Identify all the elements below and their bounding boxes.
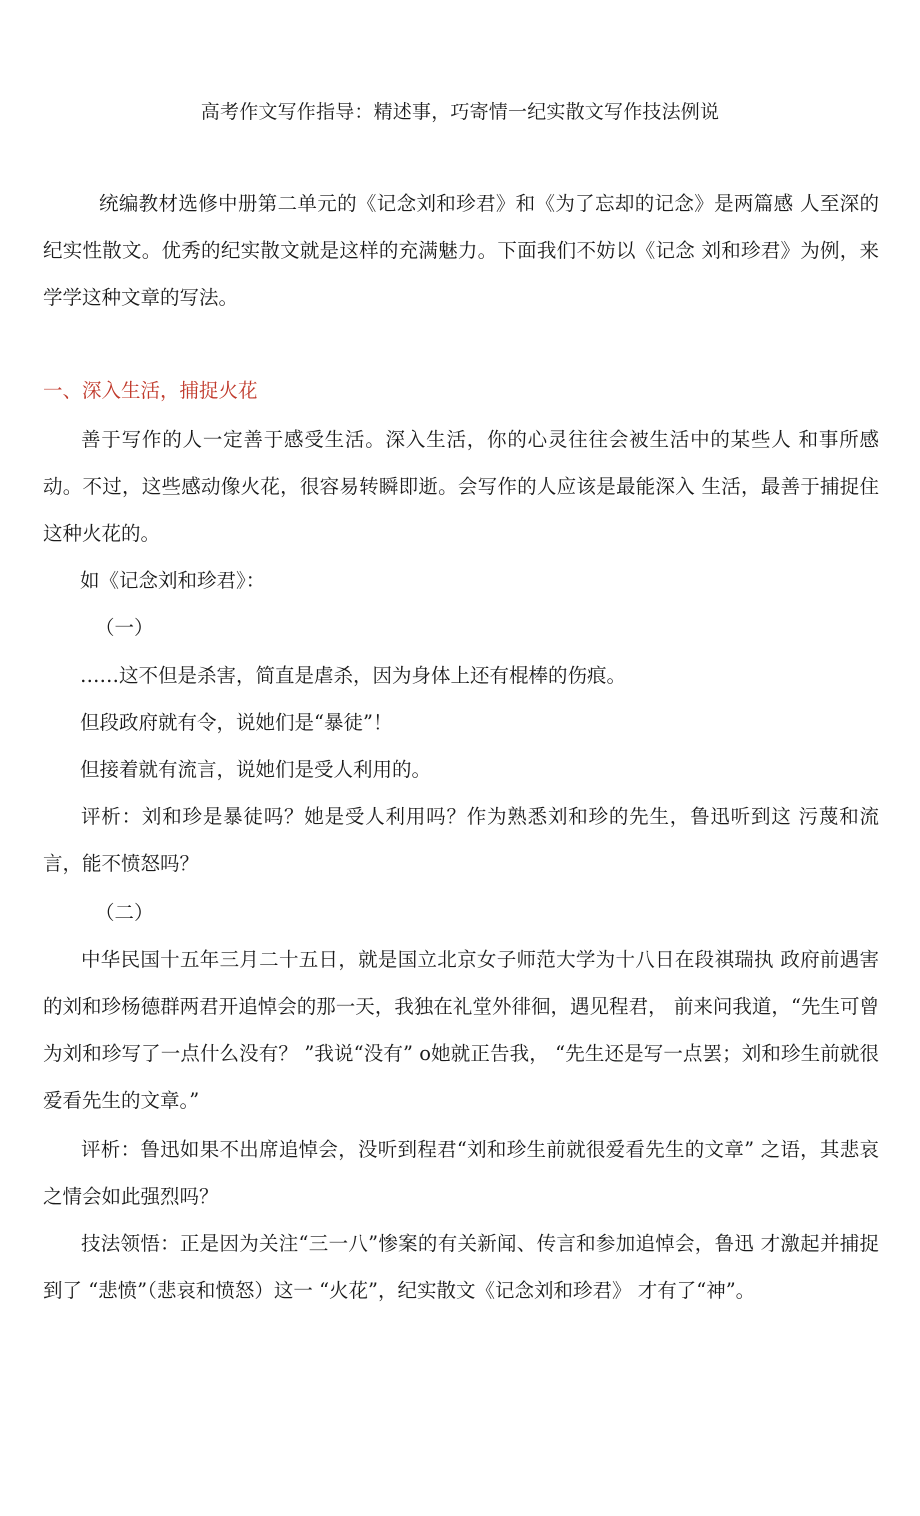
comment-paragraph: 评析：刘和珍是暴徒吗？她是受人利用吗？作为熟悉刘和珍的先生，鲁迅听到这 污蔑和流言，能不愤怒吗？ <box>43 805 879 875</box>
technique-paragraph: 技法领悟：正是因为关注“三一八”惨案的有关新闻、传言和参加追悼会，鲁迅 才激起并捕捉到了 “悲愤”（悲哀和愤怒）这一 “火花”，纪实散文《记念刘和珍君》 才有了“神”。 <box>43 1232 879 1302</box>
section-heading: 一、深入生活，捕捉火花 <box>43 379 258 402</box>
document-title: 高考作文写作指导：精述事，巧寄情一纪实散文写作技法例说 <box>200 101 720 123</box>
example-intro: 如《记念刘和珍君》： <box>80 569 266 592</box>
example-marker-two: （二） <box>95 901 154 924</box>
intro-paragraph: 统编教材选修中册第二单元的《记念刘和珍君》和《为了忘却的记念》是两篇感 人至深的纪实性散文。优秀的纪实散文就是这样的充满魅力。下面我们不妨以《记念 刘和珍君》为例，来学学这种文章的写法。 <box>43 192 879 309</box>
example-marker-one: （一） <box>95 616 154 639</box>
comment-paragraph: 评析：鲁迅如果不出席追悼会，没听到程君“刘和珍生前就很爱看先生的文章” 之语，其悲哀之情会如此强烈吗？ <box>43 1138 879 1208</box>
section-paragraph: 善于写作的人一定善于感受生活。深入生活，你的心灵往往会被生活中的某些人 和事所感动。不过，这些感动像火花，很容易转瞬即逝。会写作的人应该是最能深入 生活，最善于捕捉住这种火花的。 <box>43 428 879 545</box>
quote-line: ……这不但是杀害，简直是虐杀，因为身体上还有棍棒的伤痕。 <box>80 664 627 687</box>
quote-line: 但接着就有流言，说她们是受人利用的。 <box>80 758 432 781</box>
quote-paragraph: 中华民国十五年三月二十五日，就是国立北京女子师范大学为十八日在段祺瑞执 政府前遇害的刘和珍杨德群两君开追悼会的那一天，我独在礼堂外徘徊，遇见程君， 前来问我道，“先生可曾为刘和珍写了一点什么没有？ ”我说“没有” o她就正告我， “先生还是写一点罢；刘和珍生前就很爱看先生的文章。” <box>43 948 879 1112</box>
quote-line: 但段政府就有令，说她们是“暴徒”！ <box>80 711 393 734</box>
